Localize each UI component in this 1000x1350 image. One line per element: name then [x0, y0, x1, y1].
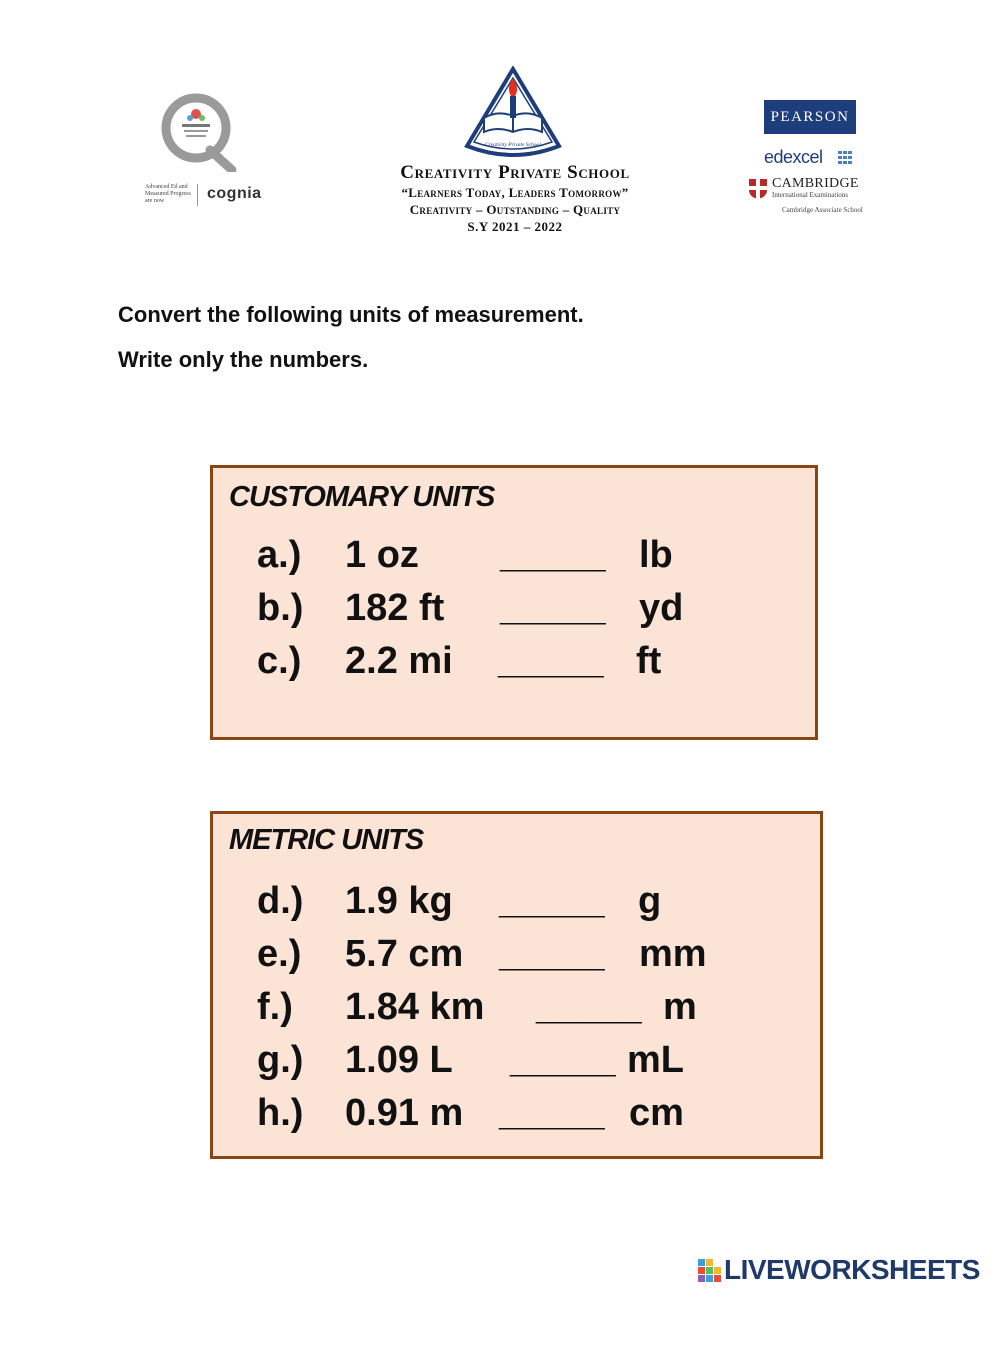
logo-divider	[197, 184, 198, 206]
cambridge-shield-icon	[748, 178, 768, 200]
list-item	[213, 986, 813, 1036]
item-unit: m	[663, 986, 697, 1028]
item-unit: ft	[636, 640, 662, 682]
list-item	[213, 1039, 813, 1089]
item-label: a.)	[257, 534, 302, 576]
list-item	[213, 587, 813, 637]
item-unit: mm	[639, 933, 707, 975]
item-value: 1.84 km	[345, 986, 485, 1028]
item-label: g.)	[257, 1039, 304, 1081]
edexcel-logo: edexcel	[764, 147, 823, 167]
q-accreditation-logo	[160, 92, 238, 172]
instruction-line-2: Write only the numbers.	[118, 347, 369, 372]
item-unit: yd	[639, 587, 684, 629]
list-item	[213, 933, 813, 983]
metric-units-box	[210, 811, 823, 1159]
item-label: b.)	[257, 587, 304, 629]
pearson-logo: PEARSON	[764, 100, 856, 134]
cambridge-logo: CAMBRIDGE	[772, 176, 859, 191]
answer-blank[interactable]: _____	[499, 933, 605, 975]
school-heading	[330, 162, 700, 235]
customary-title: CUSTOMARY UNITS	[229, 481, 495, 513]
school-values: Creativity – Outstanding – Quality	[409, 202, 621, 217]
cambridge-associate: Cambridge Associate School	[782, 206, 863, 214]
item-label: c.)	[257, 640, 302, 682]
list-item	[213, 534, 813, 584]
liveworksheets-brand[interactable]: LIVEWORKSHEETS	[724, 1254, 980, 1285]
svg-text:Creativity Private School: Creativity Private School	[485, 142, 541, 148]
school-motto: “Learners Today, Leaders Tomorrow”	[401, 185, 629, 200]
cognia-logo: cognia	[207, 185, 262, 202]
item-value: 1 oz	[345, 534, 419, 576]
customary-units-box	[210, 465, 818, 740]
answer-blank[interactable]: _____	[500, 534, 606, 576]
item-value: 1.9 kg	[345, 880, 453, 922]
metric-title: METRIC UNITS	[229, 824, 424, 856]
item-value: 2.2 mi	[345, 640, 453, 682]
answer-blank[interactable]: _____	[510, 1039, 616, 1081]
answer-blank[interactable]: _____	[498, 640, 604, 682]
accreditation-caption: Advanced Ed and Measured Progress are now	[145, 184, 191, 204]
instruction-line-1: Convert the following units of measurement.	[118, 302, 584, 327]
item-label: d.)	[257, 880, 304, 922]
answer-blank[interactable]: _____	[536, 986, 642, 1028]
school-name: Creativity Private School	[400, 162, 630, 183]
list-item	[213, 640, 813, 690]
item-unit: g	[638, 880, 662, 922]
item-unit: lb	[639, 534, 673, 576]
item-label: e.)	[257, 933, 302, 975]
item-label: f.)	[257, 986, 293, 1028]
list-item	[213, 1092, 813, 1142]
answer-blank[interactable]: _____	[499, 880, 605, 922]
list-item	[213, 880, 813, 930]
item-value: 1.09 L	[345, 1039, 453, 1081]
answer-blank[interactable]: _____	[499, 1092, 605, 1134]
item-value: 5.7 cm	[345, 933, 464, 975]
edexcel-dots-icon	[838, 151, 856, 165]
cambridge-subtitle: International Examinations	[772, 191, 849, 199]
item-unit: cm	[629, 1092, 684, 1134]
item-value: 182 ft	[345, 587, 445, 629]
school-year: S.Y 2021 – 2022	[467, 219, 563, 234]
item-unit: mL	[627, 1039, 684, 1081]
item-value: 0.91 m	[345, 1092, 464, 1134]
school-crest-icon	[462, 66, 564, 162]
liveworksheets-logo-icon	[697, 1258, 723, 1284]
answer-blank[interactable]: _____	[500, 587, 606, 629]
item-label: h.)	[257, 1092, 304, 1134]
